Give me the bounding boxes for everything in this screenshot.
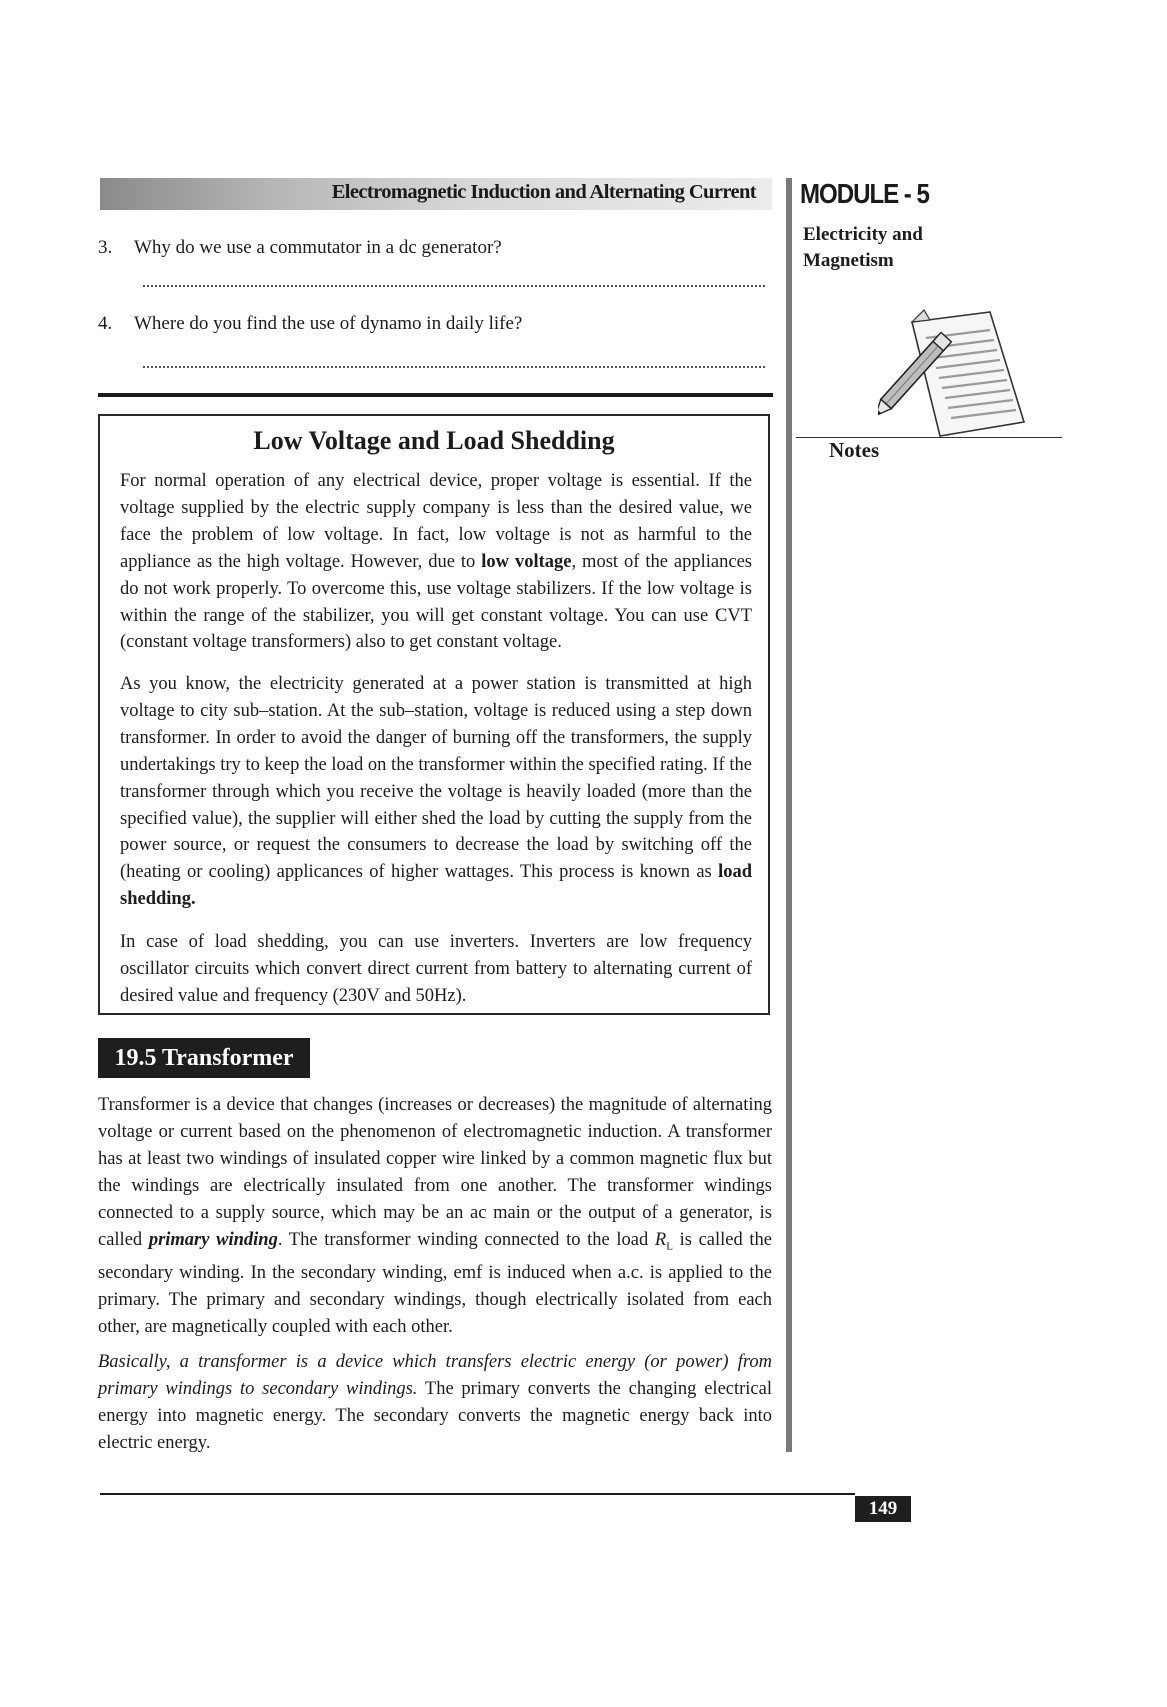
section-paragraph-1 bbox=[98, 1092, 772, 1341]
bold-term: low voltage bbox=[481, 551, 572, 572]
text-run: Transformer is a device that changes (increases or decreases) the magnitude of alternating voltage or current based on the phenomenon of electromagnetic induction. A transformer has at least two windings of insulated copper wire linked by a common magnetic flux but the windings are electrically insulated from one another. The transformer windings connected to a supply source, which may be an ac main or the output of a generator, is called bbox=[98, 1095, 772, 1250]
text-run: As you know, the electricity generated at a power station is transmitted at high voltage to city sub–station. At the sub–station, voltage is reduced using a step down transformer. In order to avoid the danger of burning off the transformers, the supply undertakings try to keep the load on the transformer within the specified rating. If the transformer through which you receive the voltage is heavily loaded (more than the specified value), the supplier will either shed the load by cutting the supply from the power source, or request the consumers to decrease the load by switching off the (heating or cooling) applicances of higher wattages. This process is known as bbox=[120, 674, 752, 883]
text-run: The primary converts the changing electrical energy into magnetic energy. The secondary converts the magnetic energy back into electric energy. bbox=[98, 1378, 772, 1453]
section-divider bbox=[98, 393, 773, 397]
box-title: Low Voltage and Load Shedding bbox=[253, 426, 615, 455]
text-run: is called the secondary winding. In the secondary winding, emf is induced when a.c. is applied to the primary. The primary and secondary windings, though electrically isolated from each other, are magnetically coupled with each other. bbox=[98, 1229, 772, 1337]
page-number: 149 bbox=[855, 1496, 911, 1522]
notes-label: Notes bbox=[829, 438, 880, 462]
bold-italic-term: primary winding bbox=[148, 1229, 278, 1250]
margin-rule bbox=[786, 178, 792, 1452]
symbol-R: R bbox=[654, 1229, 667, 1250]
box-paragraph-3: In case of load shedding, you can use inverters. Inverters are low frequency oscillator circuits which convert direct current from battery to alternating current of desired value and frequency (230V and 50Hz). bbox=[120, 932, 752, 1006]
section-heading: 19.5 Transformer bbox=[98, 1038, 310, 1078]
answer-line-3 bbox=[143, 285, 765, 287]
notes-pencil-icon bbox=[878, 308, 1028, 440]
module-label: MODULE - 5 bbox=[800, 178, 929, 209]
box-paragraph-1 bbox=[120, 468, 752, 656]
low-voltage-box bbox=[98, 414, 770, 1015]
footer-rule bbox=[100, 1493, 855, 1495]
question-number: 4. bbox=[98, 313, 113, 334]
module-subtitle: Electricity and Magnetism bbox=[803, 224, 923, 271]
text-run: , most of the appliances do not work properly. To overcome this, use voltage stabilizers. If the low voltage is within the range of the stabilizer, you will get constant voltage. You can use CVT (constant voltage transformers) also to get constant voltage. bbox=[120, 551, 752, 653]
bold-term: load shedding. bbox=[120, 862, 752, 910]
text-run: For normal operation of any electrical device, proper voltage is essential. If the voltage supplied by the electric supply company is less than the desired value, we face the problem of low voltage. In fact, low voltage is not as harmful to the appliance as the high voltage. However, due to bbox=[120, 471, 752, 572]
question-text: Why do we use a commutator in a dc generator? bbox=[134, 237, 502, 258]
section-paragraph-2 bbox=[98, 1349, 772, 1457]
box-paragraph-2 bbox=[120, 671, 752, 913]
symbol-subscript: L bbox=[666, 1240, 673, 1253]
question-number: 3. bbox=[98, 237, 113, 258]
chapter-title: Electromagnetic Induction and Alternating Current bbox=[331, 181, 756, 203]
answer-line-4 bbox=[143, 366, 765, 368]
text-run: . The transformer winding connected to the load bbox=[277, 1229, 655, 1250]
italic-definition: Basically, a transformer is a device which transfers electric energy (or power) from primary windings to secondary windings. bbox=[98, 1352, 772, 1399]
running-header bbox=[100, 178, 772, 210]
question-text: Where do you find the use of dynamo in daily life? bbox=[134, 313, 523, 334]
